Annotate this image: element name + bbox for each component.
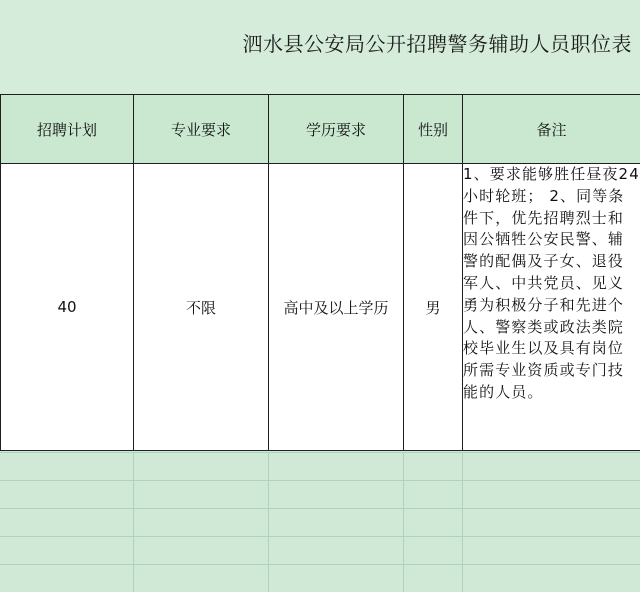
cell-gender[interactable]: 男 bbox=[404, 164, 463, 451]
title-band bbox=[0, 0, 640, 95]
empty-grid-area bbox=[0, 452, 640, 592]
header-education: 学历要求 bbox=[269, 95, 404, 164]
cell-plan[interactable]: 40 bbox=[1, 164, 134, 451]
grid-line bbox=[133, 452, 134, 592]
table-header-row bbox=[1, 95, 640, 164]
header-gender: 性别 bbox=[404, 95, 463, 164]
positions-table bbox=[0, 94, 640, 451]
cell-major[interactable]: 不限 bbox=[134, 164, 269, 451]
grid-line bbox=[462, 452, 463, 592]
header-major: 专业要求 bbox=[134, 95, 269, 164]
grid-line bbox=[403, 452, 404, 592]
header-note: 备注 bbox=[463, 95, 640, 164]
grid-line bbox=[268, 452, 269, 592]
cell-education[interactable]: 高中及以上学历 bbox=[269, 164, 404, 451]
page-title: 泗水县公安局公开招聘警务辅助人员职位表 bbox=[242, 32, 632, 56]
table-row bbox=[1, 164, 640, 451]
header-plan: 招聘计划 bbox=[1, 95, 134, 164]
cell-note[interactable]: 1、要求能够胜任昼夜24小时轮班； 2、同等条件下，优先招聘烈士和因公牺牲公安民警、辅警的配偶及子女、退役军人、中共党员、见义勇为积极分子和先进个人、警察类或政法类院校毕业生以及具有岗位所需专业资质或专门技能的人员。 bbox=[463, 164, 640, 451]
